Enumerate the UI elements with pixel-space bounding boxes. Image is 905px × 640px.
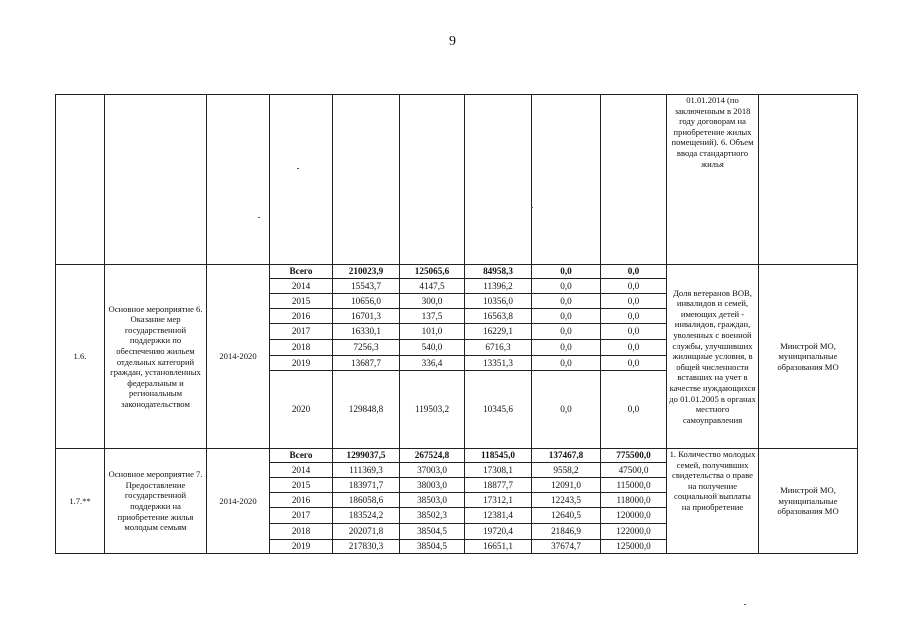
amount-cell-total: 217830,3 bbox=[333, 540, 400, 554]
amount-cell-c3: 16651,1 bbox=[465, 540, 532, 554]
amount-cell-c4: 0,0 bbox=[532, 309, 601, 324]
amount-cell-c5: 0,0 bbox=[601, 340, 667, 356]
amount-cell-total: 210023,9 bbox=[333, 265, 400, 279]
amount-cell-c3: 18877,7 bbox=[465, 478, 532, 493]
amount-cell-c3: 11396,2 bbox=[465, 279, 532, 294]
amount-cell-total: 16330,1 bbox=[333, 324, 400, 340]
amount-cell-total: 7256,3 bbox=[333, 340, 400, 356]
continuation-c2-cell bbox=[400, 95, 465, 265]
year-cell: 2015 bbox=[270, 294, 333, 309]
amount-cell-c5: 0,0 bbox=[601, 265, 667, 279]
amount-cell-c5: 47500,0 bbox=[601, 463, 667, 478]
amount-cell-c3: 19720,4 bbox=[465, 524, 532, 540]
amount-cell-c2: 38503,0 bbox=[400, 493, 465, 508]
amount-cell-c4: 0,0 bbox=[532, 294, 601, 309]
amount-cell-c4: 137467,8 bbox=[532, 449, 601, 463]
continuation-indicator-cell bbox=[667, 95, 759, 265]
measure-period: 2014-2020 bbox=[207, 265, 270, 449]
amount-cell-c3: 10345,6 bbox=[465, 371, 532, 449]
amount-cell-total: 202071,8 bbox=[333, 524, 400, 540]
page-number: 9 bbox=[449, 34, 456, 49]
amount-cell-c4: 0,0 bbox=[532, 324, 601, 340]
scan-speck bbox=[258, 217, 260, 218]
amount-cell-c3: 6716,3 bbox=[465, 340, 532, 356]
amount-cell-c2: 38504,5 bbox=[400, 524, 465, 540]
amount-cell-c2: 540,0 bbox=[400, 340, 465, 356]
continuation-c5-cell bbox=[601, 95, 667, 265]
amount-cell-c5: 120000,0 bbox=[601, 508, 667, 524]
amount-cell-c3: 10356,0 bbox=[465, 294, 532, 309]
measure-period: 2014-2020 bbox=[207, 449, 270, 554]
amount-cell-c2: 4147,5 bbox=[400, 279, 465, 294]
amount-cell-c3: 16229,1 bbox=[465, 324, 532, 340]
year-cell: Всего bbox=[270, 449, 333, 463]
amount-cell-total: 15543,7 bbox=[333, 279, 400, 294]
amount-cell-c5: 0,0 bbox=[601, 356, 667, 371]
amount-cell-c2: 37003,0 bbox=[400, 463, 465, 478]
amount-cell-c5: 0,0 bbox=[601, 279, 667, 294]
year-cell: 2017 bbox=[270, 324, 333, 340]
amount-cell-c3: 17312,1 bbox=[465, 493, 532, 508]
measure-responsible: Минстрой МО, муниципальные образования МО bbox=[759, 265, 858, 449]
indicator-text: 01.01.2014 (по заключенным в 2018 году договорам на приобретение жилых помещений). 6. Объем ввода стандартного жилья bbox=[671, 95, 754, 169]
continuation-total-cell bbox=[333, 95, 400, 265]
amount-cell-c4: 37674,7 bbox=[532, 540, 601, 554]
amount-cell-c2: 119503,2 bbox=[400, 371, 465, 449]
amount-cell-c5: 0,0 bbox=[601, 371, 667, 449]
amount-cell-c5: 122000,0 bbox=[601, 524, 667, 540]
amount-cell-total: 10656,0 bbox=[333, 294, 400, 309]
amount-cell-c2: 125065,6 bbox=[400, 265, 465, 279]
amount-cell-c5: 0,0 bbox=[601, 309, 667, 324]
amount-cell-c4: 0,0 bbox=[532, 356, 601, 371]
measure-title: Основное мероприятие 6. Оказание мер государственной поддержки по обеспечению жильем отдельных категорий граждан, установленных федеральным и региональным законодательством bbox=[105, 265, 207, 449]
amount-cell-total: 111369,3 bbox=[333, 463, 400, 478]
measure-indicator: 1. Количество молодых семей, получивших свидетельства о праве на получение социальной выплаты на приобретение bbox=[667, 449, 759, 554]
amount-cell-total: 13687,7 bbox=[333, 356, 400, 371]
continuation-title-cell bbox=[105, 95, 207, 265]
amount-cell-c5: 0,0 bbox=[601, 294, 667, 309]
continuation-number-cell bbox=[56, 95, 105, 265]
amount-cell-c2: 267524,8 bbox=[400, 449, 465, 463]
amount-cell-c2: 101,0 bbox=[400, 324, 465, 340]
amount-cell-c5: 125000,0 bbox=[601, 540, 667, 554]
continuation-period-cell bbox=[207, 95, 270, 265]
scan-speck bbox=[531, 207, 533, 208]
year-cell: 2014 bbox=[270, 279, 333, 294]
amount-cell-total: 183971,7 bbox=[333, 478, 400, 493]
continuation-year-cell bbox=[270, 95, 333, 265]
amount-cell-c3: 13351,3 bbox=[465, 356, 532, 371]
continuation-responsible-cell bbox=[759, 95, 858, 265]
amount-cell-c4: 12243,5 bbox=[532, 493, 601, 508]
amount-cell-c2: 336,4 bbox=[400, 356, 465, 371]
year-cell: 2014 bbox=[270, 463, 333, 478]
amount-cell-total: 16701,3 bbox=[333, 309, 400, 324]
amount-cell-c4: 0,0 bbox=[532, 279, 601, 294]
amount-cell-c5: 775500,0 bbox=[601, 449, 667, 463]
amount-cell-c2: 38003,0 bbox=[400, 478, 465, 493]
amount-cell-c5: 115000,0 bbox=[601, 478, 667, 493]
year-cell: 2018 bbox=[270, 340, 333, 356]
table-row bbox=[56, 265, 858, 279]
amount-cell-c2: 300,0 bbox=[400, 294, 465, 309]
continuation-row bbox=[56, 95, 858, 265]
year-cell: 2017 bbox=[270, 508, 333, 524]
amount-cell-c3: 17308,1 bbox=[465, 463, 532, 478]
amount-cell-c4: 12091,0 bbox=[532, 478, 601, 493]
scan-speck bbox=[297, 168, 299, 169]
measure-responsible: Минстрой МО, муниципальные образования МО bbox=[759, 449, 858, 554]
amount-cell-c4: 0,0 bbox=[532, 265, 601, 279]
measure-indicator: Доля ветеранов ВОВ, инвалидов и семей, имеющих детей - инвалидов, граждан, уволенных с военной службы, улучшивших жилищные условия, в общей численности вставших на учет в качестве нуждающихся до 01.01.2005 в органах местного самоуправления bbox=[667, 265, 759, 449]
year-cell: 2019 bbox=[270, 356, 333, 371]
year-cell: 2018 bbox=[270, 524, 333, 540]
amount-cell-total: 186058,6 bbox=[333, 493, 400, 508]
year-cell: 2020 bbox=[270, 371, 333, 449]
amount-cell-c4: 0,0 bbox=[532, 340, 601, 356]
table-row bbox=[56, 449, 858, 463]
amount-cell-c2: 38504,5 bbox=[400, 540, 465, 554]
measure-number: 1.6. bbox=[56, 265, 105, 449]
amount-cell-c2: 137,5 bbox=[400, 309, 465, 324]
year-cell: 2019 bbox=[270, 540, 333, 554]
year-cell: Всего bbox=[270, 265, 333, 279]
amount-cell-c2: 38502,3 bbox=[400, 508, 465, 524]
scan-speck bbox=[744, 604, 746, 605]
amount-cell-c5: 118000,0 bbox=[601, 493, 667, 508]
amount-cell-c3: 84958,3 bbox=[465, 265, 532, 279]
amount-cell-c3: 16563,8 bbox=[465, 309, 532, 324]
amount-cell-c4: 21846,9 bbox=[532, 524, 601, 540]
amount-cell-c3: 12381,4 bbox=[465, 508, 532, 524]
amount-cell-c4: 0,0 bbox=[532, 371, 601, 449]
measure-title: Основное мероприятие 7. Предоставление государственной поддержки на приобретение жилья молодым семьям bbox=[105, 449, 207, 554]
amount-cell-c3: 118545,0 bbox=[465, 449, 532, 463]
amount-cell-c4: 12640,5 bbox=[532, 508, 601, 524]
amount-cell-total: 1299037,5 bbox=[333, 449, 400, 463]
year-cell: 2016 bbox=[270, 309, 333, 324]
amount-cell-c5: 0,0 bbox=[601, 324, 667, 340]
year-cell: 2015 bbox=[270, 478, 333, 493]
continuation-c4-cell bbox=[532, 95, 601, 265]
amount-cell-total: 129848,8 bbox=[333, 371, 400, 449]
amount-cell-c4: 9558,2 bbox=[532, 463, 601, 478]
year-cell: 2016 bbox=[270, 493, 333, 508]
continuation-c3-cell bbox=[465, 95, 532, 265]
program-table bbox=[55, 94, 858, 554]
amount-cell-total: 183524,2 bbox=[333, 508, 400, 524]
measure-number: 1.7.** bbox=[56, 449, 105, 554]
